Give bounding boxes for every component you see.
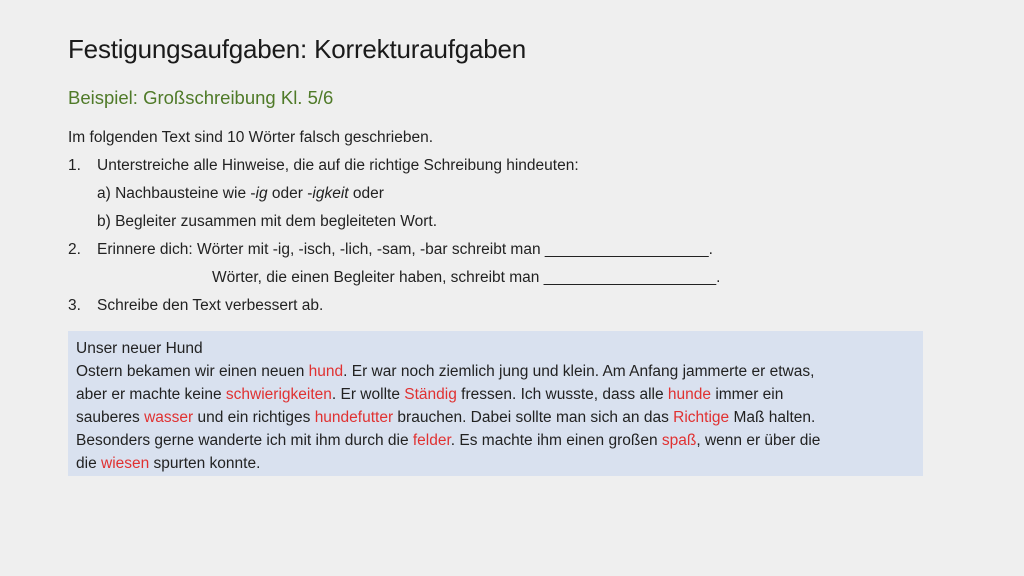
story-text: sauberes [76,409,145,426]
error-word: Ständig [404,386,457,403]
story-text: . Er wollte [331,386,405,403]
story-text: . Es machte ihm einen großen [450,432,662,449]
title-main: Festigungsaufgaben [68,34,301,64]
error-word: hundefutter [314,409,394,426]
story-line [76,406,915,429]
story-line [76,429,915,452]
item-text: Schreibe den Text verbessert ab. [97,297,324,314]
instruction-item-2b: Wörter, die einen Begleiter haben, schreibt man ____________________. [212,269,721,286]
story-text: Maß halten. [729,409,816,426]
instruction-item-1 [68,152,948,180]
story-box [68,331,923,476]
story-line [76,383,915,406]
item-number: 2. [68,241,81,258]
story-heading: Unser neuer Hund [76,340,203,357]
item-text: Erinnere dich: Wörter mit -ig, -isch, -lich, -sam, -bar schreibt man ___________________. [97,241,713,258]
instructions [68,124,948,320]
instruction-intro: Im folgenden Text sind 10 Wörter falsch geschrieben. [68,129,434,146]
item-text: oder - [267,185,313,202]
story-text: fressen. Ich wusste, dass alle [456,386,668,403]
error-word: wasser [144,409,194,426]
page-subtitle: Beispiel: Großschreibung Kl. 5/6 [68,87,334,108]
error-word: Richtige [673,409,730,426]
item-suffix: ig [255,185,268,202]
item-number: 3. [68,297,81,314]
instruction-item-1a [68,180,948,208]
story-text: immer ein [711,386,784,403]
error-word: schwierigkeiten [225,386,332,403]
instruction-item-3 [68,292,948,320]
item-text: oder [348,185,384,202]
item-text: a) Nachbausteine wie - [97,185,256,202]
story-text: aber er machte keine [76,386,226,403]
story-text: die [76,455,101,472]
error-word: felder [412,432,451,449]
error-word: wiesen [101,455,150,472]
error-word: spaß [661,432,697,449]
error-word: hund [308,363,344,380]
instruction-item-2 [68,236,948,264]
title-rest: : Korrekturaufgaben [300,34,527,64]
page-title [68,34,526,65]
error-word: hunde [667,386,712,403]
story-text: . Er war noch ziemlich jung und klein. Am Anfang jammerte er etwas, [343,363,815,380]
item-number: 1. [68,157,81,174]
story-line [76,452,915,475]
item-text: Unterstreiche alle Hinweise, die auf die richtige Schreibung hindeuten: [97,157,579,174]
story-text: und ein richtiges [193,409,315,426]
item-suffix: igkeit [312,185,349,202]
instruction-item-1b: b) Begleiter zusammen mit dem begleiteten Wort. [97,213,438,230]
story-text: Ostern bekamen wir einen neuen [76,363,309,380]
story-line [76,360,915,383]
story-text: spurten konnte. [149,455,261,472]
story-text: , wenn er über die [696,432,821,449]
story-text: Besonders gerne wanderte ich mit ihm durch die [76,432,413,449]
story-text: brauchen. Dabei sollte man sich an das [393,409,674,426]
